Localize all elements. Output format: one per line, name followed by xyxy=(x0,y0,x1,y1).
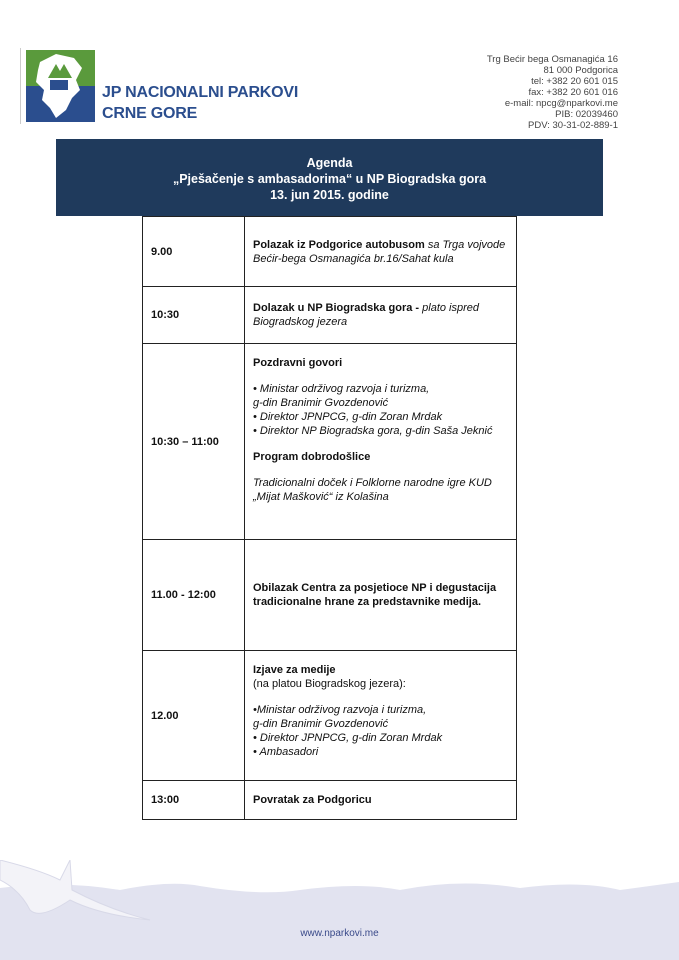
description-line xyxy=(253,476,508,504)
description-text: Obilazak Centra za posjetioce NP i degustacija tradicionalne hrane za predstavnike medija. xyxy=(253,582,497,608)
org-name-line1: JP NACIONALNI PARKOVI xyxy=(102,84,299,101)
agenda-description xyxy=(245,781,517,820)
agenda-description xyxy=(245,217,517,287)
description-line xyxy=(253,717,508,731)
agenda-row xyxy=(143,344,517,540)
description-text: • Direktor JPNPCG, g-din Zoran Mrdak xyxy=(253,732,443,744)
description-detail: sa Trga vojvode Bećir-bega Osmanagića br.16/Sahat kula xyxy=(253,238,506,265)
divider xyxy=(20,48,21,124)
description-text: Dolazak u NP Biogradska gora - xyxy=(253,302,420,314)
org-name-line2: CRNE GORE xyxy=(102,105,198,122)
agenda-time: 13:00 xyxy=(143,781,245,820)
agenda-table xyxy=(142,216,517,820)
agenda-description xyxy=(245,344,517,540)
description-line xyxy=(253,396,508,410)
description-text: • Direktor JPNPCG, g-din Zoran Mrdak xyxy=(253,411,443,423)
agenda-description xyxy=(245,651,517,781)
address-city: 81 000 Podgorica xyxy=(543,65,618,76)
description-line xyxy=(253,731,508,745)
description-line xyxy=(253,301,508,329)
spacer xyxy=(253,438,508,450)
description-text: (na platou Biogradskog jezera): xyxy=(253,678,406,690)
spacer xyxy=(253,464,508,476)
description-line xyxy=(253,745,508,759)
agenda-description xyxy=(245,287,517,344)
agenda-row xyxy=(143,540,517,651)
description-line xyxy=(253,424,508,438)
title-event: „Pješačenje s ambasadorima“ u NP Biogradska gora xyxy=(172,172,487,186)
agenda-row xyxy=(143,287,517,344)
description-line xyxy=(253,581,508,609)
spacer xyxy=(253,691,508,703)
agenda-time: 10:30 xyxy=(143,287,245,344)
description-line xyxy=(253,356,508,370)
address-pib: PIB: 02039460 xyxy=(555,109,618,120)
description-text: Tradicionalni doček i Folklorne narodne igre KUD „Mijat Mašković“ iz Kolašina xyxy=(253,477,492,503)
agenda-row xyxy=(143,781,517,820)
description-line xyxy=(253,382,508,396)
description-text: Pozdravni govori xyxy=(253,357,343,369)
description-text: g-din Branimir Gvozdenović xyxy=(253,718,389,730)
description-text: Program dobrodošlice xyxy=(253,451,371,463)
address-fax: fax: +382 20 601 016 xyxy=(528,87,618,98)
address-email[interactable]: e-mail: npcg@nparkovi.me xyxy=(504,98,618,109)
footer-mountains-eagle xyxy=(0,860,679,960)
description-line xyxy=(253,703,508,717)
description-text: Polazak iz Podgorice autobusom xyxy=(253,238,425,251)
address-tel: tel: +382 20 601 015 xyxy=(531,76,618,87)
footer-website-link[interactable]: www.nparkovi.me xyxy=(300,928,379,939)
description-detail: plato ispred Biogradskog jezera xyxy=(253,302,480,328)
description-line xyxy=(253,410,508,424)
organization-logo xyxy=(26,50,95,122)
title-agenda: Agenda xyxy=(306,156,353,170)
address-pdv: PDV: 30-31-02-889-1 xyxy=(528,120,618,131)
description-text: •Ministar održivog razvoja i turizma, xyxy=(253,704,427,716)
agenda-time: 11.00 - 12:00 xyxy=(143,540,245,651)
description-text: g-din Branimir Gvozdenović xyxy=(253,397,389,409)
agenda-row xyxy=(143,651,517,781)
description-text: • Direktor NP Biogradska gora, g-din Saša Jeknić xyxy=(253,425,493,437)
agenda-time: 9.00 xyxy=(143,217,245,287)
title-band xyxy=(56,139,603,216)
agenda-description xyxy=(245,540,517,651)
address-street: Trg Bećir bega Osmanagića 16 xyxy=(486,54,618,65)
description-line xyxy=(253,677,508,691)
description-line xyxy=(253,793,508,807)
description-line xyxy=(253,238,508,266)
agenda-time: 10:30 – 11:00 xyxy=(143,344,245,540)
description-text: Povratak za Podgoricu xyxy=(253,794,372,806)
description-text: • Ambasadori xyxy=(253,746,319,758)
agenda-row xyxy=(143,217,517,287)
contact-address xyxy=(487,54,618,131)
description-line xyxy=(253,663,508,677)
spacer xyxy=(253,370,508,382)
description-line xyxy=(253,450,508,464)
description-text: Izjave za medije xyxy=(253,664,336,676)
title-date: 13. jun 2015. godine xyxy=(270,188,389,202)
description-text: • Ministar održivog razvoja i turizma, xyxy=(253,383,430,395)
agenda-time: 12.00 xyxy=(143,651,245,781)
